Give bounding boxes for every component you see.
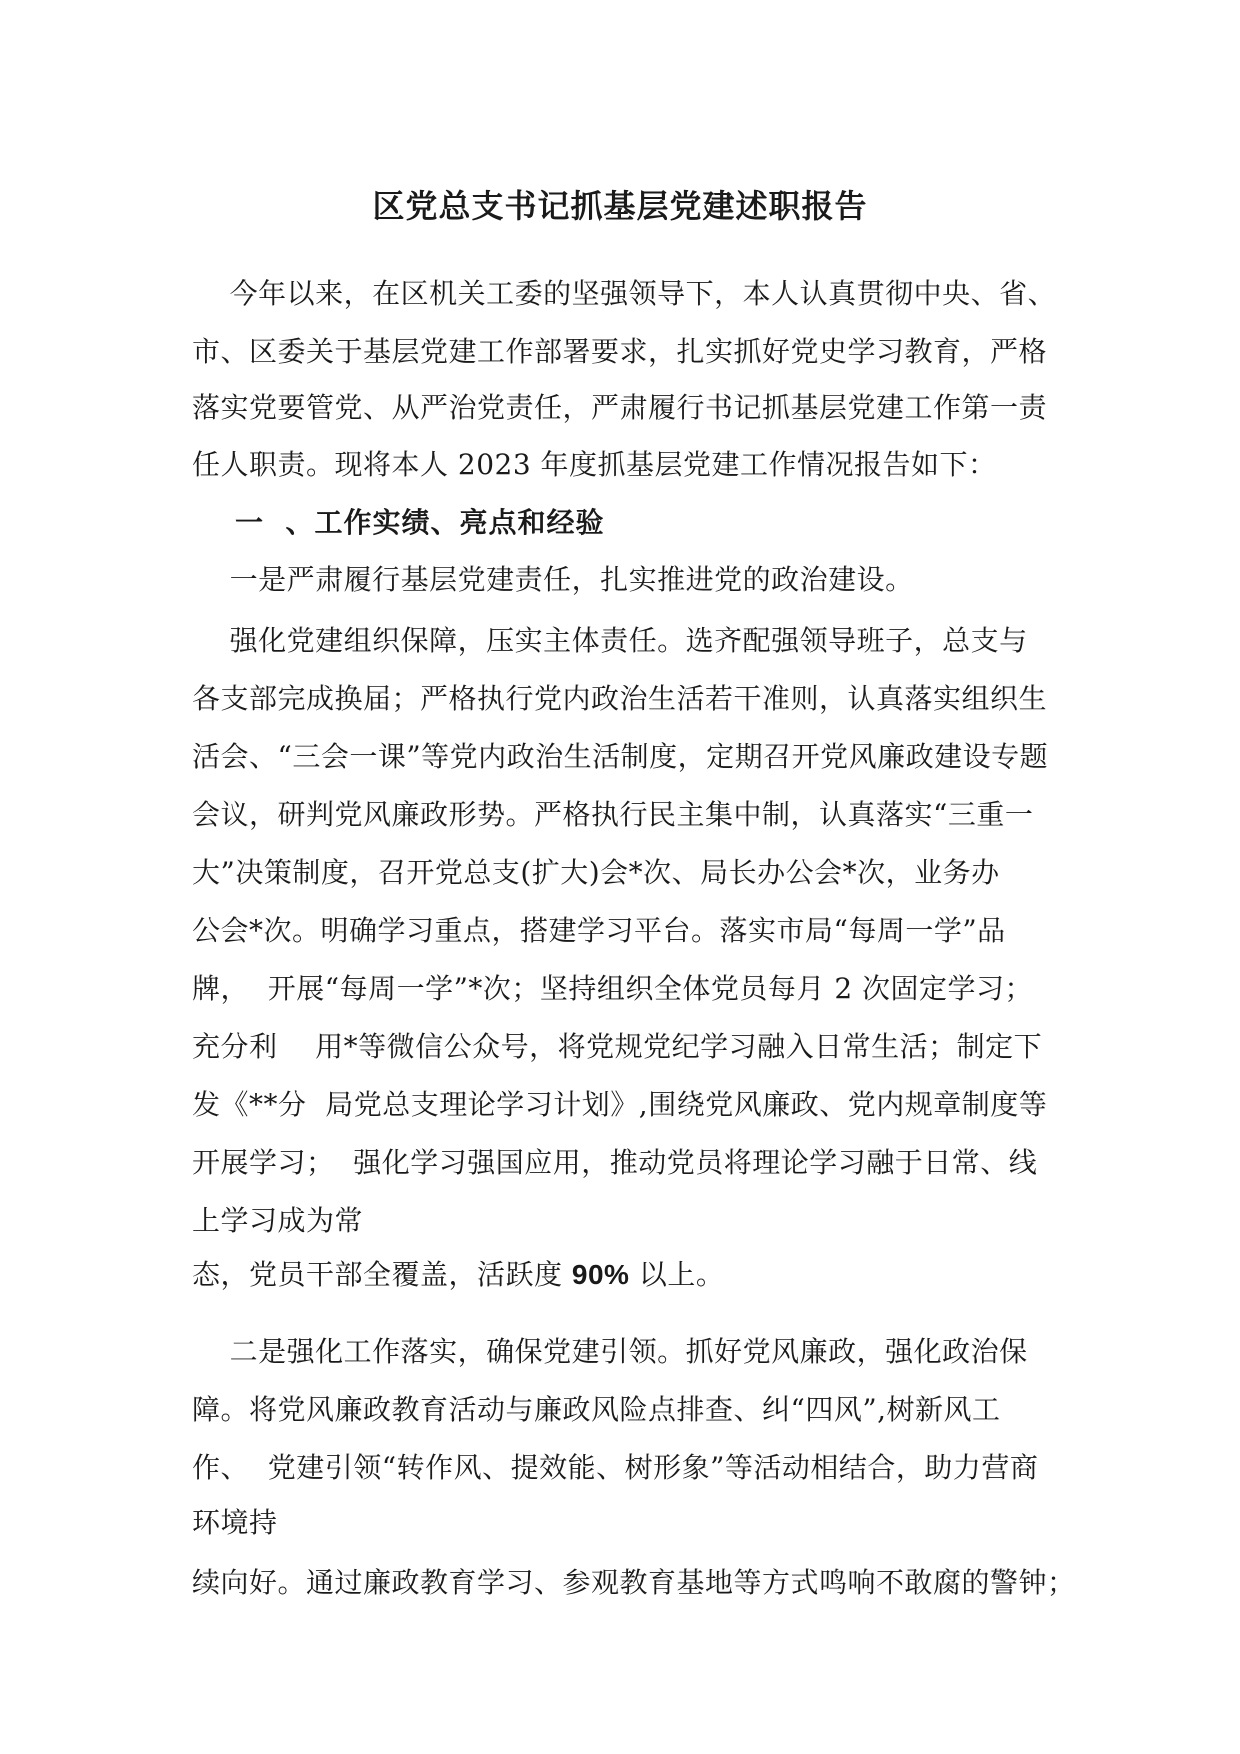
paragraph-line: 障。将党风廉政教育活动与廉政风险点排查、纠“四风”,树新风工 — [192, 1393, 1001, 1426]
paragraph-line: 今年以来，在区机关工委的坚强领导下，本人认真贯彻中央、省、 — [192, 277, 1057, 310]
activity-text: 态，党员干部全覆盖，活跃度 — [192, 1258, 572, 1291]
paragraph-line: 公会*次。明确学习重点，搭建学习平台。落实市局“每周一学”品 — [192, 914, 1006, 947]
paragraph-line: 活会、“三会一课”等党内政治生活制度，定期召开党风廉政建设专题 — [192, 740, 1049, 773]
paragraph-line: 作、 党建引领“转作风、提效能、树形象”等活动相结合，助力营商 — [192, 1451, 1039, 1484]
section-heading: 一 、工作实绩、亮点和经验 — [192, 506, 605, 539]
paragraph-line-activity — [192, 1257, 724, 1293]
paragraph-line: 开展学习； 强化学习强国应用，推动党员将理论学习融于日常、线 — [192, 1146, 1038, 1179]
paragraph-line: 会议，研判党风廉政形势。严格执行民主集中制，认真落实“三重一 — [192, 798, 1034, 831]
paragraph-line: 上学习成为常 — [192, 1204, 364, 1237]
activity-suffix: 以上。 — [629, 1258, 725, 1291]
paragraph-line: 充分利 用*等微信公众号，将党规党纪学习融入日常生活；制定下 — [192, 1030, 1043, 1063]
paragraph-line: 强化党建组织保障，压实主体责任。选齐配强领导班子，总支与 — [192, 624, 1028, 657]
paragraph-line: 一是严肃履行基层党建责任，扎实推进党的政治建设。 — [192, 563, 914, 596]
paragraph-line: 市、区委关于基层党建工作部署要求，扎实抓好党史学习教育，严格 — [192, 335, 1048, 368]
paragraph-line: 任人职责。现将本人 2023 年度抓基层党建工作情况报告如下： — [192, 448, 997, 481]
paragraph-line: 环境持 — [192, 1506, 278, 1539]
paragraph-line: 牌， 开展“每周一学”*次；坚持组织全体党员每月 2 次固定学习； — [192, 972, 1034, 1005]
document-title: 区党总支书记抓基层党建述职报告 — [372, 187, 868, 225]
paragraph-line: 各支部完成换届；严格执行党内政治生活若干准则，认真落实组织生 — [192, 682, 1048, 715]
activity-rate: 90% — [571, 1259, 630, 1290]
paragraph-line: 发《**分 局党总支理论学习计划》,围绕党风廉政、党内规章制度等 — [192, 1088, 1048, 1121]
paragraph-line: 大”决策制度，召开党总支(扩大)会*次、局长办公会*次，业务办 — [192, 856, 1000, 889]
paragraph-line: 续向好。通过廉政教育学习、参观教育基地等方式鸣响不敢腐的警钟； — [192, 1566, 1076, 1599]
paragraph-line: 二是强化工作落实，确保党建引领。抓好党风廉政，强化政治保 — [192, 1335, 1028, 1368]
paragraph-line: 落实党要管党、从严治党责任，严肃履行书记抓基层党建工作第一责 — [192, 391, 1048, 424]
